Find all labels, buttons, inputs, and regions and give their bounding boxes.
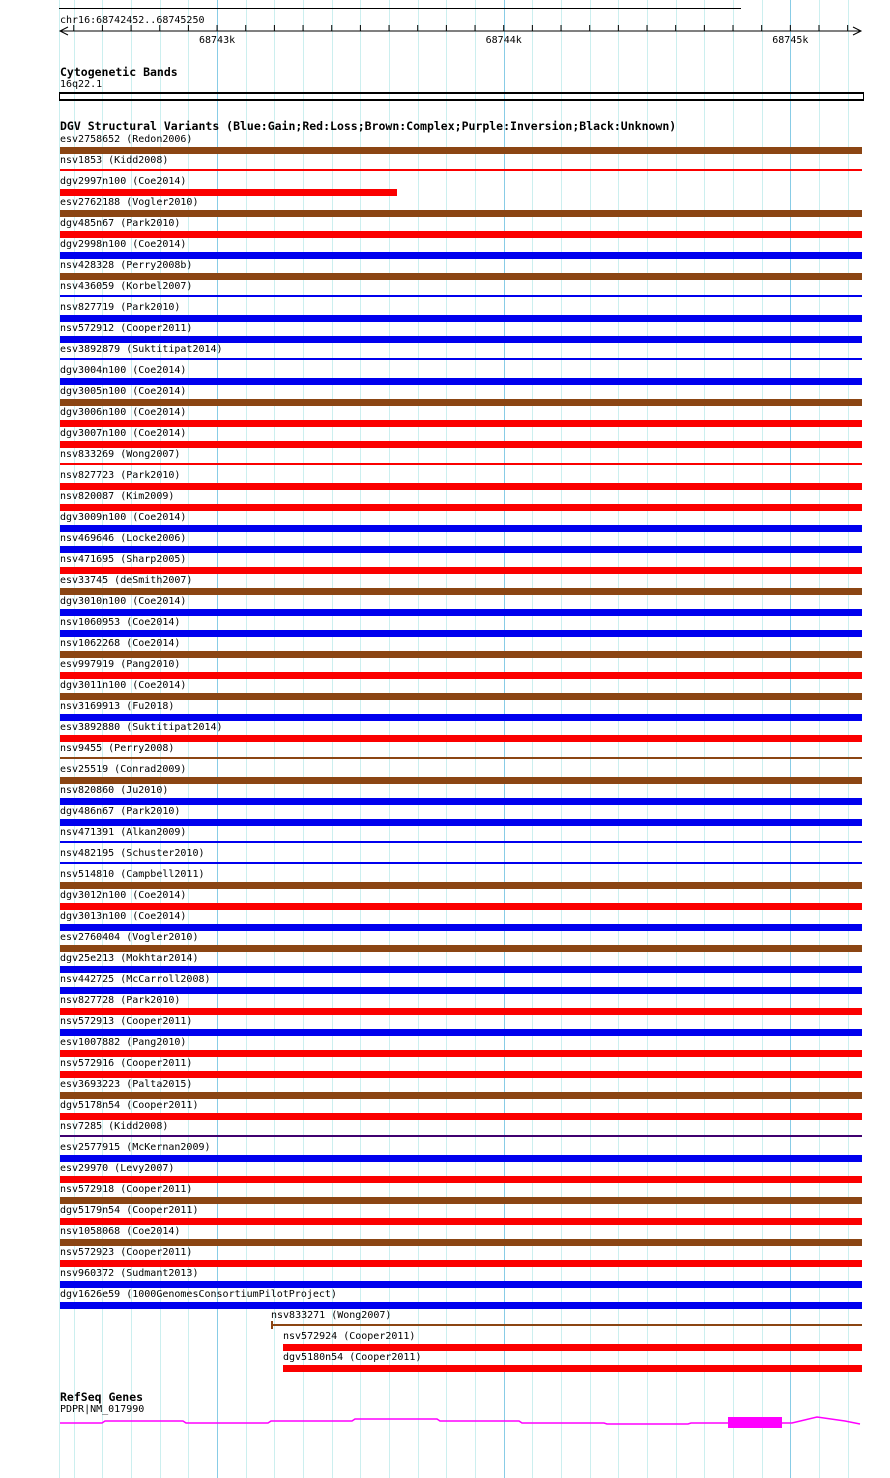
track-label: nsv572916 (Cooper2011) [60, 1058, 193, 1069]
dgv-track-row [0, 1097, 890, 1118]
track-label: nsv442725 (McCarroll2008) [60, 974, 211, 985]
dgv-track-row [0, 971, 890, 992]
ruler-tick-label: 68744k [485, 35, 522, 46]
track-label: nsv1853 (Kidd2008) [60, 155, 169, 166]
dgv-track-row [0, 131, 890, 152]
track-label: nsv1062268 (Coe2014) [60, 638, 181, 649]
dgv-track-row [0, 467, 890, 488]
dgv-track-row [0, 299, 890, 320]
dgv-track-row [0, 1349, 890, 1370]
ruler-tick-label: 68745k [772, 35, 809, 46]
track-label: dgv3011n100 (Coe2014) [60, 680, 187, 691]
gene-model[interactable] [0, 1410, 890, 1440]
dgv-track-row [0, 866, 890, 887]
dgv-track-row [0, 1034, 890, 1055]
gene-exon-box[interactable] [728, 1417, 782, 1428]
dgv-track-row [0, 635, 890, 656]
track-label: dgv3013n100 (Coe2014) [60, 911, 187, 922]
dgv-track-row [0, 908, 890, 929]
track-label: esv3892879 (Suktitipat2014) [60, 344, 223, 355]
track-label: nsv827723 (Park2010) [60, 470, 181, 481]
variant-bar[interactable] [60, 757, 862, 759]
track-label: dgv3012n100 (Coe2014) [60, 890, 187, 901]
dgv-track-row [0, 593, 890, 614]
track-label: nsv572924 (Cooper2011) [283, 1331, 416, 1342]
variant-bar[interactable] [60, 358, 862, 360]
track-label: dgv3007n100 (Coe2014) [60, 428, 187, 439]
dgv-track-row [0, 929, 890, 950]
track-label: nsv827728 (Park2010) [60, 995, 181, 1006]
cytoband-bar[interactable] [59, 92, 864, 101]
track-label: nsv471695 (Sharp2005) [60, 554, 187, 565]
track-label: nsv7285 (Kidd2008) [60, 1121, 169, 1132]
refseq-section-title: RefSeq Genes [60, 1390, 144, 1404]
track-label: dgv485n67 (Park2010) [60, 218, 181, 229]
dgv-track-row [0, 1244, 890, 1265]
track-label: dgv5179n54 (Cooper2011) [60, 1205, 199, 1216]
dgv-track-row [0, 614, 890, 635]
track-label: dgv5180n54 (Cooper2011) [283, 1352, 422, 1363]
track-label: nsv572923 (Cooper2011) [60, 1247, 193, 1258]
track-label: nsv482195 (Schuster2010) [60, 848, 205, 859]
variant-bar[interactable] [283, 1365, 862, 1372]
track-label: nsv960372 (Sudmant2013) [60, 1268, 199, 1279]
dgv-track-row [0, 1286, 890, 1307]
dgv-track-row [0, 446, 890, 467]
track-label: esv29970 (Levy2007) [60, 1163, 175, 1174]
dgv-track-row [0, 845, 890, 866]
dgv-track-row [0, 404, 890, 425]
cytobands-section-title: Cytogenetic Bands [60, 65, 178, 79]
dgv-track-row [0, 341, 890, 362]
variant-bar[interactable] [60, 1135, 862, 1137]
track-label: dgv3004n100 (Coe2014) [60, 365, 187, 376]
track-label: esv1007882 (Pang2010) [60, 1037, 187, 1048]
dgv-track-row [0, 278, 890, 299]
dgv-track-row [0, 677, 890, 698]
dgv-track-row [0, 257, 890, 278]
track-label: nsv428328 (Perry2008b) [60, 260, 193, 271]
dgv-track-row [0, 572, 890, 593]
dgv-track-row [0, 551, 890, 572]
dgv-track-row [0, 509, 890, 530]
dgv-track-row [0, 803, 890, 824]
track-label: dgv3005n100 (Coe2014) [60, 386, 187, 397]
dgv-track-row [0, 173, 890, 194]
track-label: esv2762188 (Vogler2010) [60, 197, 199, 208]
dgv-track-row [0, 215, 890, 236]
dgv-track-row [0, 425, 890, 446]
dgv-track-row [0, 1181, 890, 1202]
track-label: nsv1060953 (Coe2014) [60, 617, 181, 628]
dgv-track-row [0, 530, 890, 551]
dgv-track-row [0, 320, 890, 341]
track-label: nsv471391 (Alkan2009) [60, 827, 187, 838]
dgv-track-row [0, 383, 890, 404]
track-label: nsv833269 (Wong2007) [60, 449, 181, 460]
dgv-track-row [0, 1223, 890, 1244]
track-label: esv997919 (Pang2010) [60, 659, 181, 670]
dgv-track-row [0, 824, 890, 845]
dgv-track-row [0, 1202, 890, 1223]
dgv-track-row [0, 488, 890, 509]
track-label: nsv833271 (Wong2007) [271, 1310, 392, 1321]
track-label: nsv9455 (Perry2008) [60, 743, 175, 754]
track-label: dgv2997n100 (Coe2014) [60, 176, 187, 187]
track-label: esv2760404 (Vogler2010) [60, 932, 199, 943]
track-label: dgv2998n100 (Coe2014) [60, 239, 187, 250]
track-label: nsv572918 (Cooper2011) [60, 1184, 193, 1195]
cytoband-name: 16q22.1 [60, 79, 103, 90]
dgv-track-row [0, 1160, 890, 1181]
track-label: dgv5178n54 (Cooper2011) [60, 1100, 199, 1111]
dgv-track-row [0, 761, 890, 782]
dgv-track-row [0, 887, 890, 908]
dgv-track-row [0, 740, 890, 761]
dgv-track-row [0, 782, 890, 803]
dgv-track-row [0, 1265, 890, 1286]
ruler-tick-label: 68743k [199, 35, 236, 46]
track-label: nsv572913 (Cooper2011) [60, 1016, 193, 1027]
dgv-track-row [0, 1055, 890, 1076]
region-title: chr16:68742452..68745250 [60, 15, 205, 26]
dgv-track-row [0, 194, 890, 215]
dgv-track-row [0, 236, 890, 257]
track-label: dgv3006n100 (Coe2014) [60, 407, 187, 418]
track-label: esv3892880 (Suktitipat2014) [60, 722, 223, 733]
variant-bar[interactable] [60, 862, 862, 864]
variant-bar[interactable] [60, 841, 862, 843]
track-label: dgv3010n100 (Coe2014) [60, 596, 187, 607]
dgv-track-row [0, 950, 890, 971]
track-label: nsv469646 (Locke2006) [60, 533, 187, 544]
track-label: nsv1058068 (Coe2014) [60, 1226, 181, 1237]
dgv-track-row [0, 1118, 890, 1139]
track-label: esv2577915 (McKernan2009) [60, 1142, 211, 1153]
dgv-track-row [0, 656, 890, 677]
dgv-track-row [0, 1139, 890, 1160]
dgv-track-row [0, 719, 890, 740]
dgv-track-row [0, 362, 890, 383]
track-label: nsv3169913 (Fu2018) [60, 701, 175, 712]
track-label: esv2758652 (Redon2006) [60, 134, 193, 145]
track-label: dgv25e213 (Mokhtar2014) [60, 953, 199, 964]
variant-bar[interactable] [271, 1324, 862, 1326]
track-label: nsv514810 (Campbell2011) [60, 869, 205, 880]
track-label: esv33745 (deSmith2007) [60, 575, 193, 586]
track-label: esv3693223 (Palta2015) [60, 1079, 193, 1090]
variant-bar[interactable] [60, 169, 862, 171]
dgv-track-row [0, 152, 890, 173]
dgv-track-row [0, 1328, 890, 1349]
dgv-track-row [0, 1307, 890, 1328]
track-label: nsv820860 (Ju2010) [60, 785, 169, 796]
track-label: nsv820087 (Kim2009) [60, 491, 175, 502]
gene-name: PDPR|NM_017990 [60, 1404, 145, 1415]
dgv-track-row [0, 992, 890, 1013]
track-label: dgv1626e59 (1000GenomesConsortiumPilotProject) [60, 1289, 337, 1300]
track-label: nsv827719 (Park2010) [60, 302, 181, 313]
track-label: dgv3009n100 (Coe2014) [60, 512, 187, 523]
dgv-section-title: DGV Structural Variants (Blue:Gain;Red:Loss;Brown:Complex;Purple:Inversion;Black:Unknown) [60, 119, 677, 133]
track-label: dgv486n67 (Park2010) [60, 806, 181, 817]
variant-bar[interactable] [60, 295, 862, 297]
dgv-track-row [0, 1076, 890, 1097]
track-label: nsv572912 (Cooper2011) [60, 323, 193, 334]
dgv-track-row [0, 1013, 890, 1034]
variant-bar[interactable] [60, 463, 862, 465]
dgv-track-row [0, 698, 890, 719]
track-label: nsv436059 (Korbel2007) [60, 281, 193, 292]
coordinate-ruler [0, 0, 890, 50]
track-label: esv25519 (Conrad2009) [60, 764, 187, 775]
